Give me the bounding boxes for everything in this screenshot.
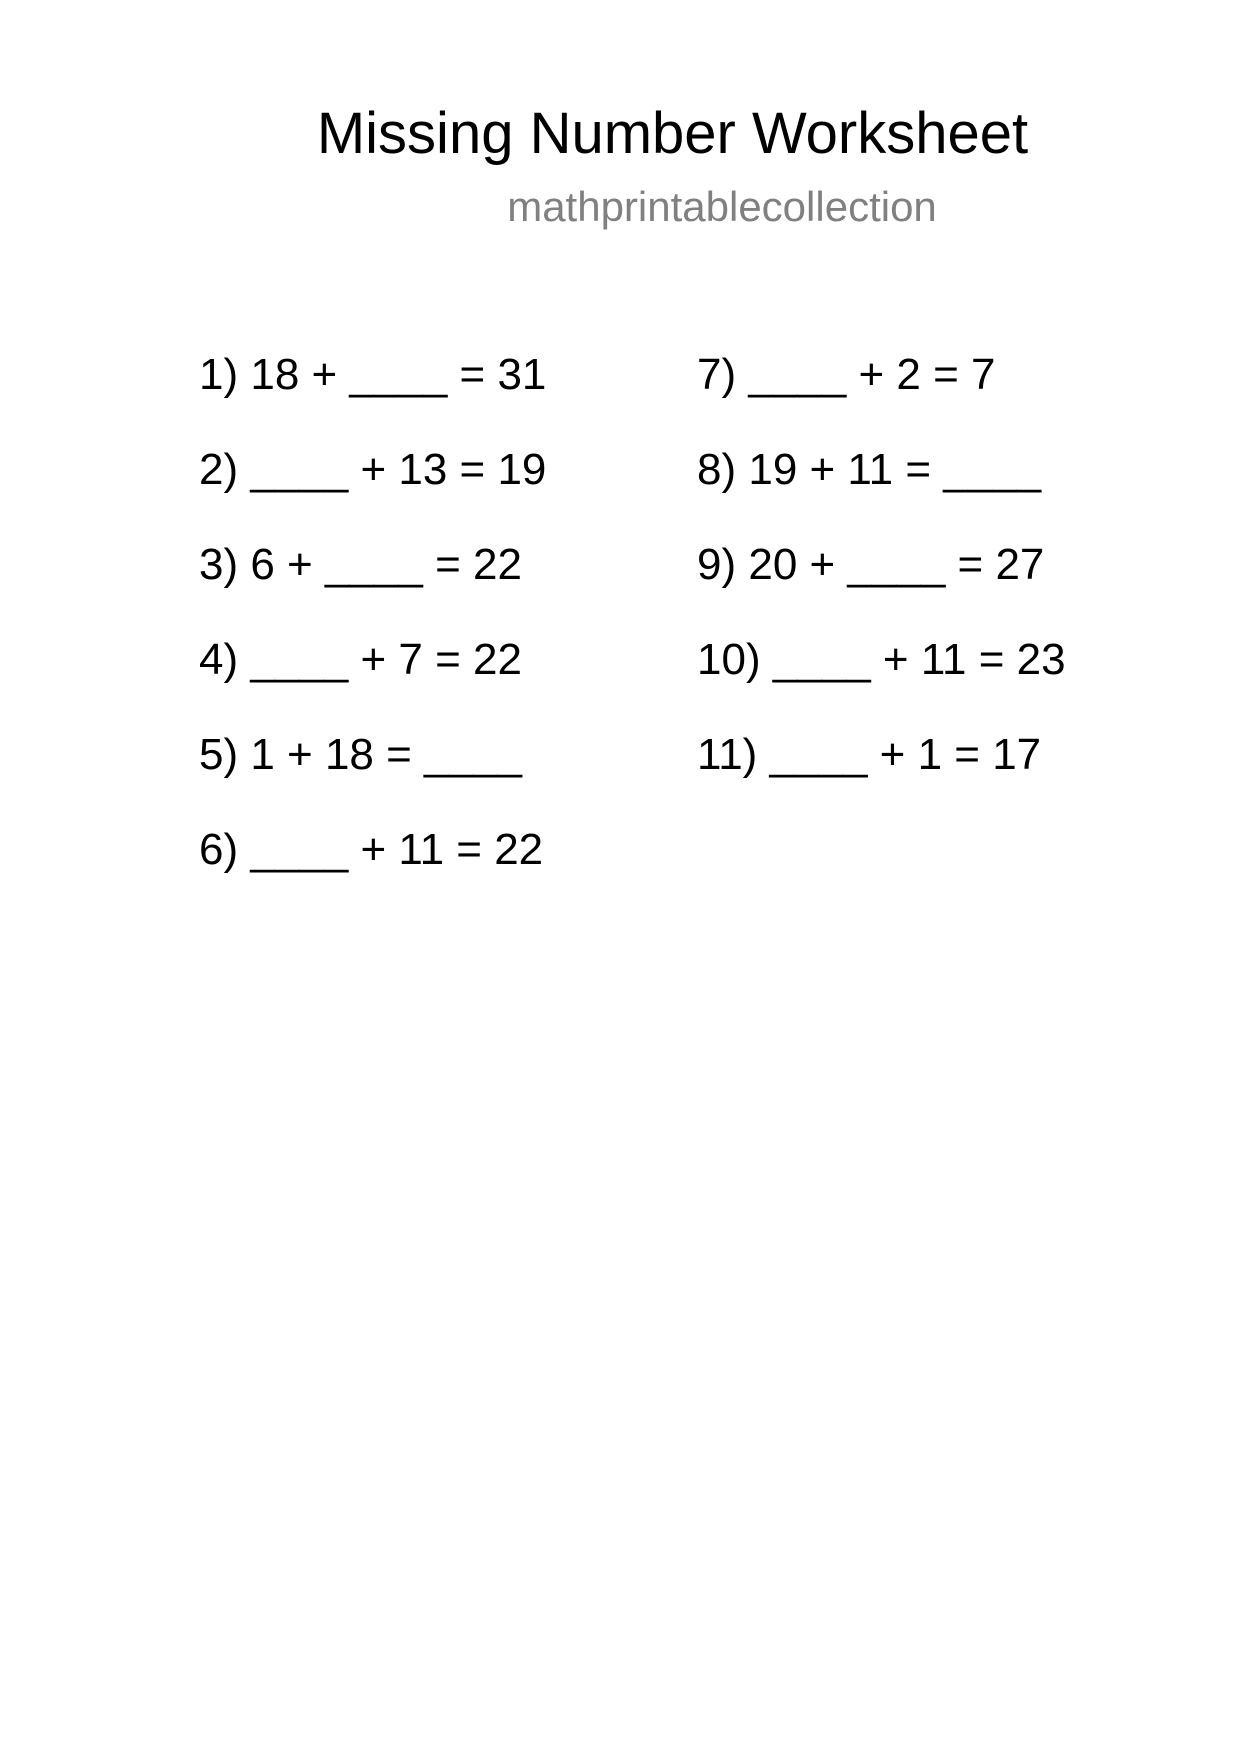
problem-2: 2) ____ + 13 = 19 xyxy=(199,445,547,494)
problem-1: 1) 18 + ____ = 31 xyxy=(199,350,547,399)
problem-8: 8) 19 + 11 = ____ xyxy=(697,445,1042,494)
problem-6: 6) ____ + 11 = 22 xyxy=(199,825,544,874)
worksheet-title: Missing Number Worksheet xyxy=(316,101,1029,166)
problems-right-column xyxy=(697,350,1066,825)
problems-left-column xyxy=(199,350,546,920)
problem-7: 7) ____ + 2 = 7 xyxy=(697,350,996,399)
problem-5: 5) 1 + 18 = ____ xyxy=(199,730,522,779)
problem-3: 3) 6 + ____ = 22 xyxy=(199,540,522,589)
problem-11: 11) ____ + 1 = 17 xyxy=(697,730,1042,779)
worksheet-subtitle: mathprintablecollection xyxy=(507,183,937,230)
problem-10: 10) ____ + 11 = 23 xyxy=(697,635,1066,684)
problem-4: 4) ____ + 7 = 22 xyxy=(199,635,522,684)
problem-9: 9) 20 + ____ = 27 xyxy=(697,540,1045,589)
